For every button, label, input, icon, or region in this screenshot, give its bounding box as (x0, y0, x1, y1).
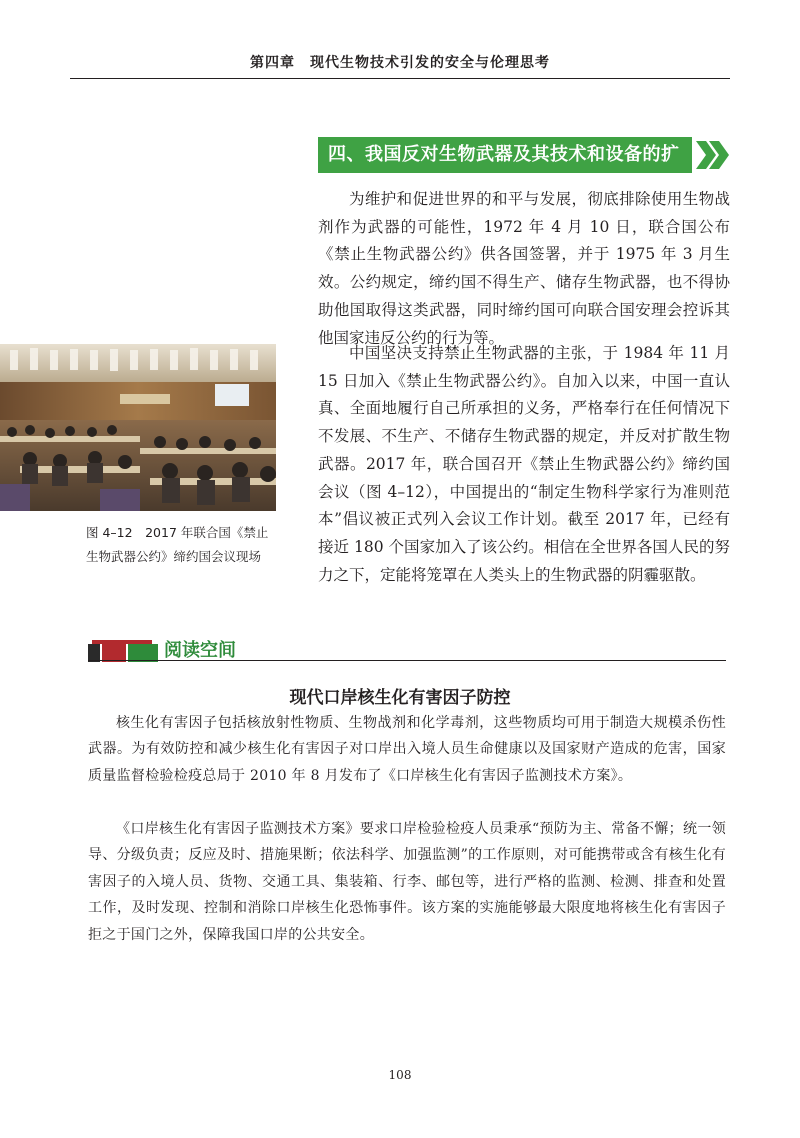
page-number: 108 (388, 1068, 412, 1082)
figure-caption (86, 521, 278, 569)
header-rule (70, 78, 730, 79)
reading-headline: 现代口岸核生化有害因子防控 (289, 688, 511, 708)
caption-line-2: 生物武器公约》缔约国会议现场 (86, 549, 262, 564)
reading-space-title: 阅读空间 (164, 640, 236, 661)
paragraph-text: 为维护和促进世界的和平与发展，彻底排除使用生物战剂作为武器的可能性，1972 年 4 月 10 日，联合国公布《禁止生物武器公约》供各国签署，并于 1975 年 3 月生效。公约规定，缔约国不得生产、储存生物武器，也不得协助他国取得这类武器，同时缔约国可向联合国安理会控诉其他国家违反公约的行为等。 (318, 190, 730, 347)
section-banner: 四、我国反对生物武器及其技术和设备的扩散 (318, 137, 692, 173)
paragraph-text: 《口岸核生化有害因子监测技术方案》要求口岸检验检疫人员秉承“预防为主、常备不懈；统一领导、分级负责；反应及时、措施果断；依法科学、加强监测”的工作原则，对可能携带或含有核生化有害因子的入境人员、货物、交通工具、集装箱、行李、邮包等，进行严格的监测、检测、排查和处置工作，及时发现、控制和消除口岸核生化恐怖事件。该方案的实施能够最大限度地将核生化有害因子拒之于国门之外，保障我国口岸的公共安全。 (88, 821, 726, 943)
body-paragraph-1 (318, 186, 730, 352)
reading-paragraph-1 (88, 710, 726, 789)
caption-line-1: 图 4–12 2017 年联合国《禁止 (86, 525, 269, 540)
reading-space-icon (88, 640, 158, 662)
paragraph-text: 中国坚决支持禁止生物武器的主张，于 1984 年 11 月 15 日加入《禁止生物武器公约》。自加入以来，中国一直认真、全面地履行自己所承担的义务，严格奉行在任何情况下不发展、不生产、不储存生物武器的规定，并反对扩散生物武器。2017 年，联合国召开《禁止生物武器公约》缔约国会议（图 4–12），中国提出的“制定生物科学家行为准则范本”倡议被正式列入会议工作计划。截至 2017 年，已经有接近 180 个国家加入了该公约。相信在全世界各国人民的努力之下，定能将笼罩在人类头上的生物武器的阴霾驱散。 (318, 344, 730, 584)
chapter-header: 第四章 现代生物技术引发的安全与伦理思考 (250, 55, 550, 71)
conference-photo (0, 344, 276, 511)
reading-rule (88, 660, 726, 661)
reading-paragraph-2 (88, 816, 726, 948)
body-paragraph-2 (318, 340, 730, 589)
paragraph-text: 核生化有害因子包括核放射性物质、生物战剂和化学毒剂，这些物质均可用于制造大规模杀伤性武器。为有效防控和减少核生化有害因子对口岸出入境人员生命健康以及国家财产造成的危害，国家质量监督检验检疫总局于 2010 年 8 月发布了《口岸核生化有害因子监测技术方案》。 (88, 715, 726, 784)
double-chevron-right-icon (694, 137, 730, 173)
